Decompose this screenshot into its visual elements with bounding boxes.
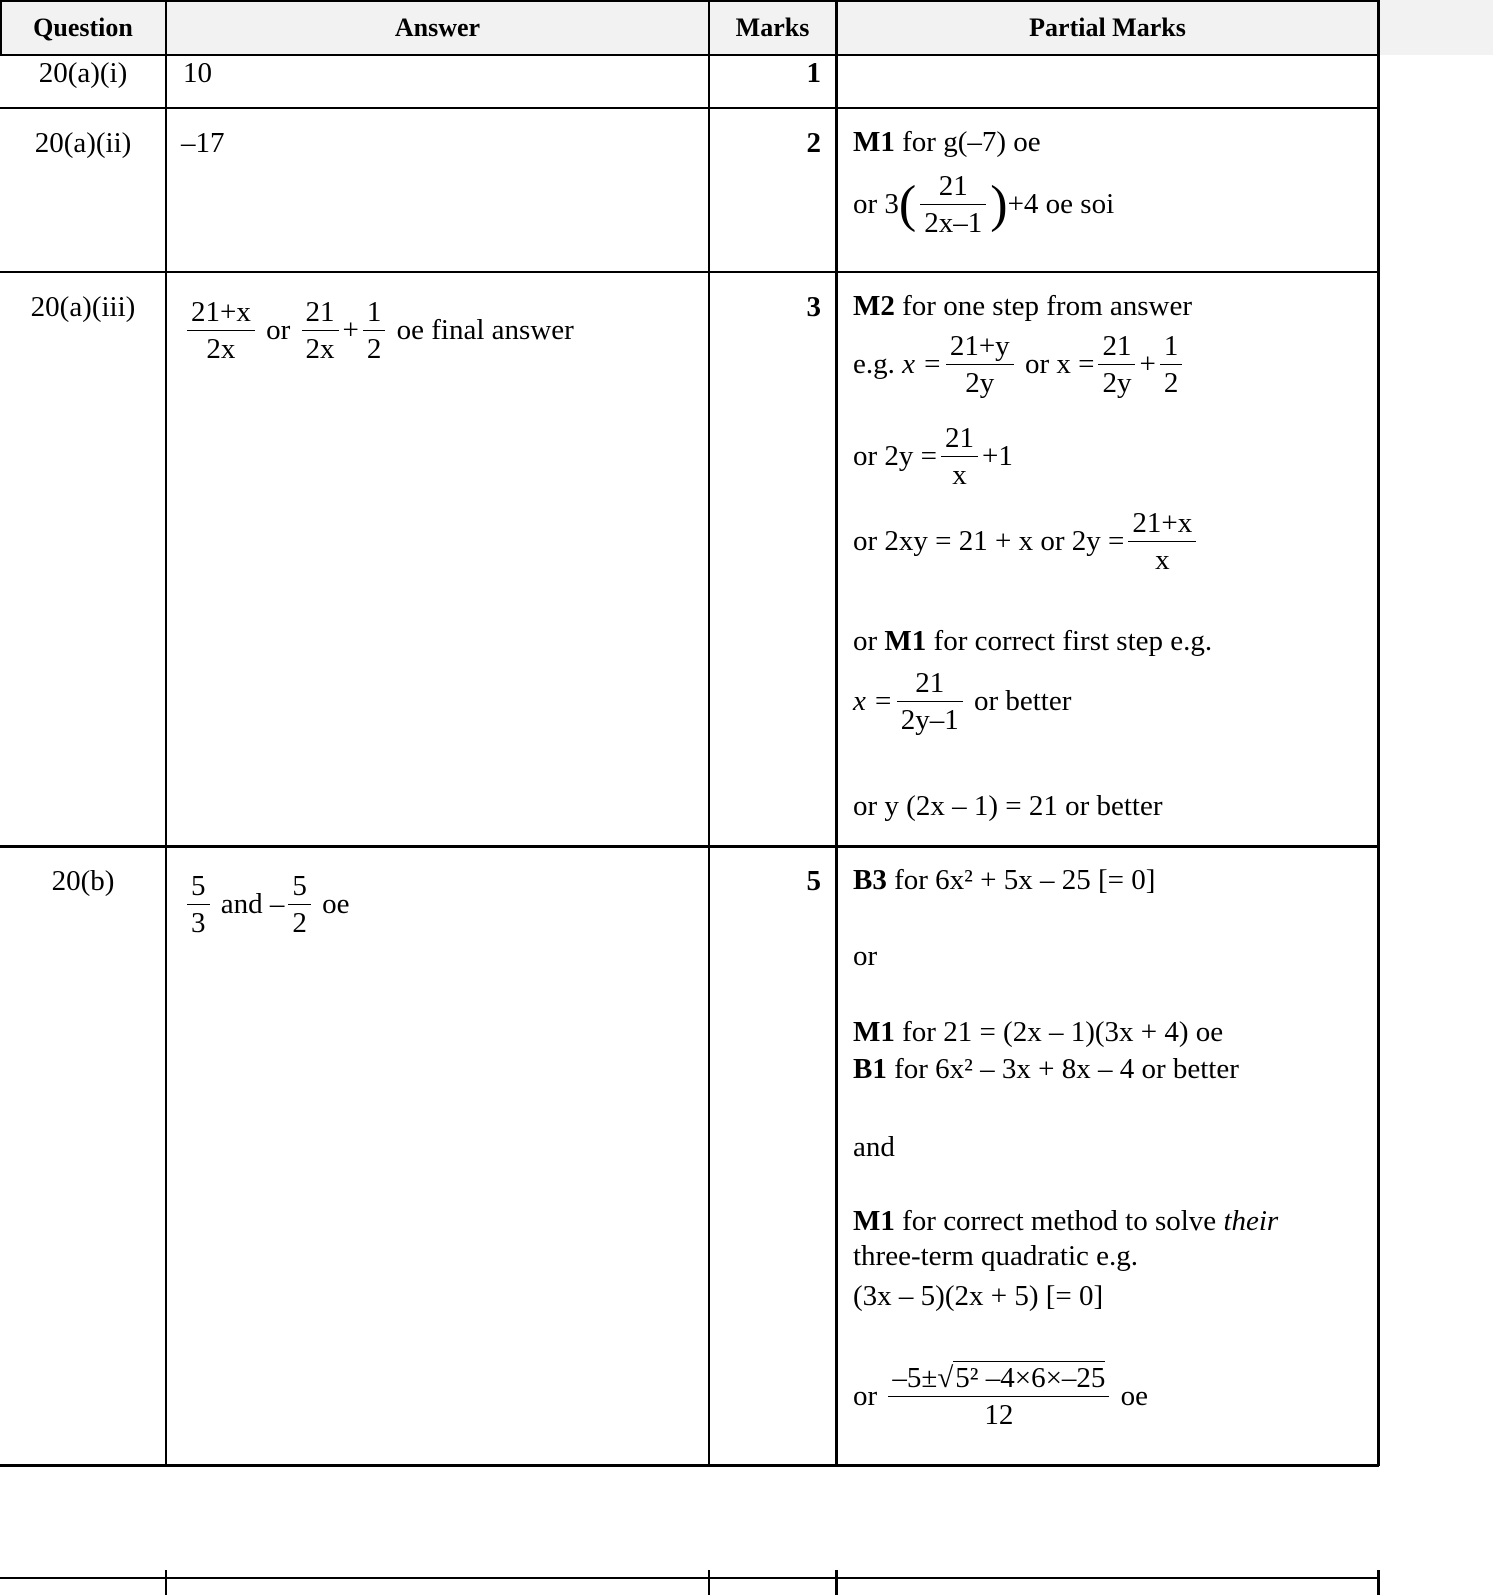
- partial-expression: x = $\frac{21}{2y-1}$ or better: [853, 667, 1072, 737]
- marks-value: 5: [806, 865, 821, 897]
- marks-value: 2: [806, 127, 821, 159]
- header-partial-marks: Partial Marks: [1029, 12, 1186, 42]
- partial-line: M1 for correct method to solve their: [853, 1205, 1279, 1237]
- partial-line: or: [853, 940, 878, 972]
- question-number: 20(a)(iii): [30, 291, 136, 323]
- partial-line: (3x – 5)(2x + 5) [= 0]: [853, 1280, 1104, 1312]
- header-marks: Marks: [735, 12, 810, 42]
- fraction: $\frac{21}{2x-1}$: [920, 168, 986, 242]
- question-number: 20(a)(ii): [34, 127, 132, 159]
- partial-line: or M1 for correct first step e.g.: [853, 625, 1213, 657]
- partial-expression: or 3 ( $\frac{21}{2x-1}$ ) +4 oe soi: [853, 168, 1114, 242]
- partial-line: and: [853, 1131, 895, 1163]
- header-question: Question: [33, 12, 133, 42]
- partial-line: M2 for one step from answer: [853, 290, 1193, 322]
- quadratic-formula: $\frac{\text{–5±√5² –4×6×–25}}{12}$: [888, 1360, 1109, 1434]
- question-number: 20(a)(i): [38, 57, 128, 89]
- partial-line: three-term quadratic e.g.: [853, 1240, 1139, 1272]
- header-answer: Answer: [394, 12, 481, 42]
- partial-line: or y (2x – 1) = 21 or better: [853, 790, 1163, 822]
- partial-expression: or 2y = $\frac{21}{x}$ +1: [853, 422, 1013, 492]
- partial-line: M1 for g(–7) oe: [853, 126, 1041, 158]
- marks-value: 3: [806, 291, 821, 323]
- partial-line: M1 for 21 = (2x – 1)(3x + 4) oe: [853, 1016, 1224, 1048]
- partial-expression: or 2xy = 21 + x or 2y = $\frac{21+x}{x}$: [853, 505, 1200, 579]
- partial-line: B1 for 6x² – 3x + 8x – 4 or better: [853, 1053, 1239, 1085]
- table-header: [0, 0, 1493, 55]
- answer-text: –17: [181, 127, 225, 159]
- answer-expression: $\frac{5}{3}$ and – $\frac{5}{2}$ oe: [183, 868, 350, 942]
- partial-expression: or $\frac{\text{–5±√5² –4×6×–25}}{12}$ oe: [853, 1360, 1148, 1434]
- partial-expression: e.g. x = $\frac{21+y}{2y}$ or x = $\frac{21}{2y}$ + $\frac{1}{2}$: [853, 328, 1186, 402]
- marks-value: 1: [806, 57, 821, 89]
- question-number: 20(b): [51, 865, 115, 897]
- answer-expression: $\frac{21+x}{2x}$ or $\frac{21}{2x}$ + $\frac{1}{2}$ oe final answer: [183, 294, 574, 368]
- partial-line: B3 for 6x² + 5x – 25 [= 0]: [853, 864, 1156, 896]
- answer-text: 10: [183, 57, 212, 89]
